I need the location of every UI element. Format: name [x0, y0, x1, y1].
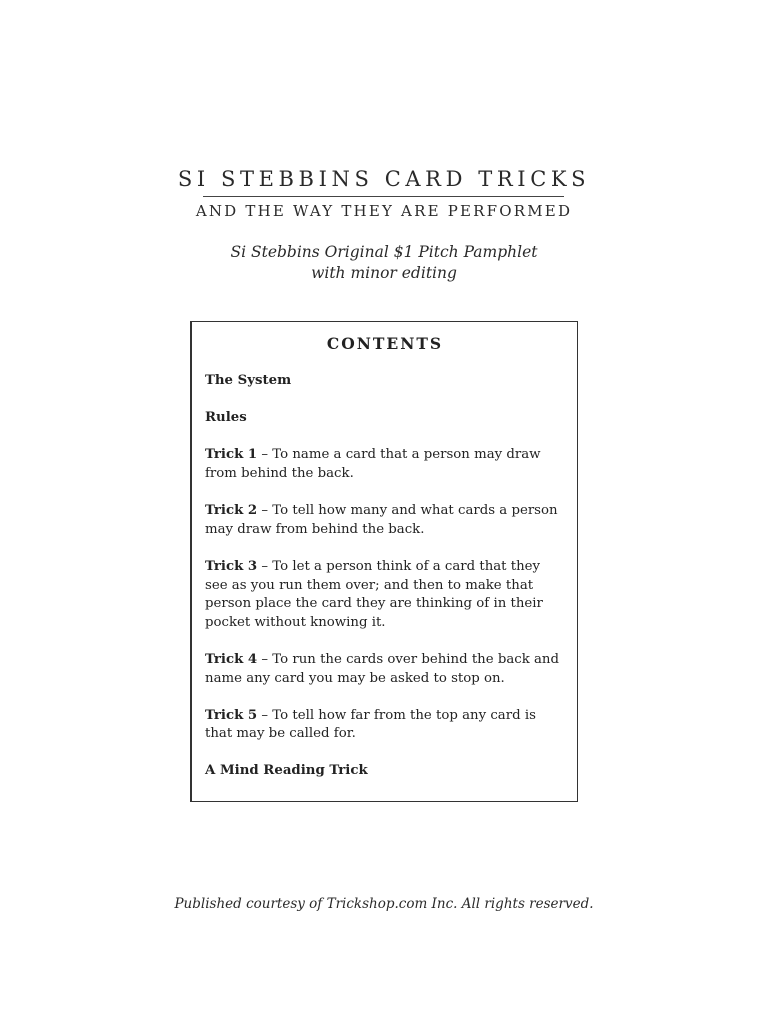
contents-entry-trick-4	[205, 651, 565, 688]
entry-label: Trick 3	[205, 558, 258, 574]
entry-text: – To let a person think of a card that they see as you run them over; and then to make that person place the card they are thinking of in their pocket without knowing it.	[205, 558, 543, 630]
edition-note-line-2: with minor editing	[311, 264, 457, 282]
entry-label: Rules	[205, 410, 247, 426]
contents-heading: CONTENTS	[326, 334, 444, 353]
entry-label: Trick 2	[205, 503, 258, 519]
document-subtitle: AND THE WAY THEY ARE PERFORMED	[195, 202, 573, 220]
contents-entry-trick-3	[205, 558, 565, 632]
entry-label: Trick 5	[205, 707, 258, 723]
contents-entry-the-system	[205, 372, 565, 391]
edition-note-line-1: Si Stebbins Original $1 Pitch Pamphlet	[230, 243, 538, 261]
contents-entry-trick-2	[205, 502, 565, 539]
entry-label: Trick 4	[205, 651, 258, 667]
copyright-footer: Published courtesy of Trickshop.com Inc. All rights reserved.	[174, 896, 594, 912]
contents-entry-trick-1	[205, 446, 565, 483]
edition-note	[0, 242, 768, 284]
contents-entry-trick-5	[205, 707, 565, 744]
contents-box	[190, 321, 578, 802]
entry-text: – To tell how many and what cards a person may draw from behind the back.	[205, 503, 558, 537]
contents-entry-mind-reading-trick	[205, 762, 565, 781]
entry-text: – To tell how far from the top any card is that may be called for.	[205, 707, 536, 742]
contents-entry-rules	[205, 409, 565, 428]
entry-text: – To name a card that a person may draw from behind the back.	[205, 447, 541, 481]
entry-label: The System	[205, 373, 292, 388]
entry-text: – To run the cards over behind the back and name any card you may be asked to stop on.	[205, 651, 560, 686]
document-title: SI STEBBINS CARD TRICKS	[177, 167, 591, 191]
title-divider	[203, 196, 564, 197]
entry-label: Trick 1	[205, 447, 258, 463]
entry-label: A Mind Reading Trick	[205, 763, 368, 779]
